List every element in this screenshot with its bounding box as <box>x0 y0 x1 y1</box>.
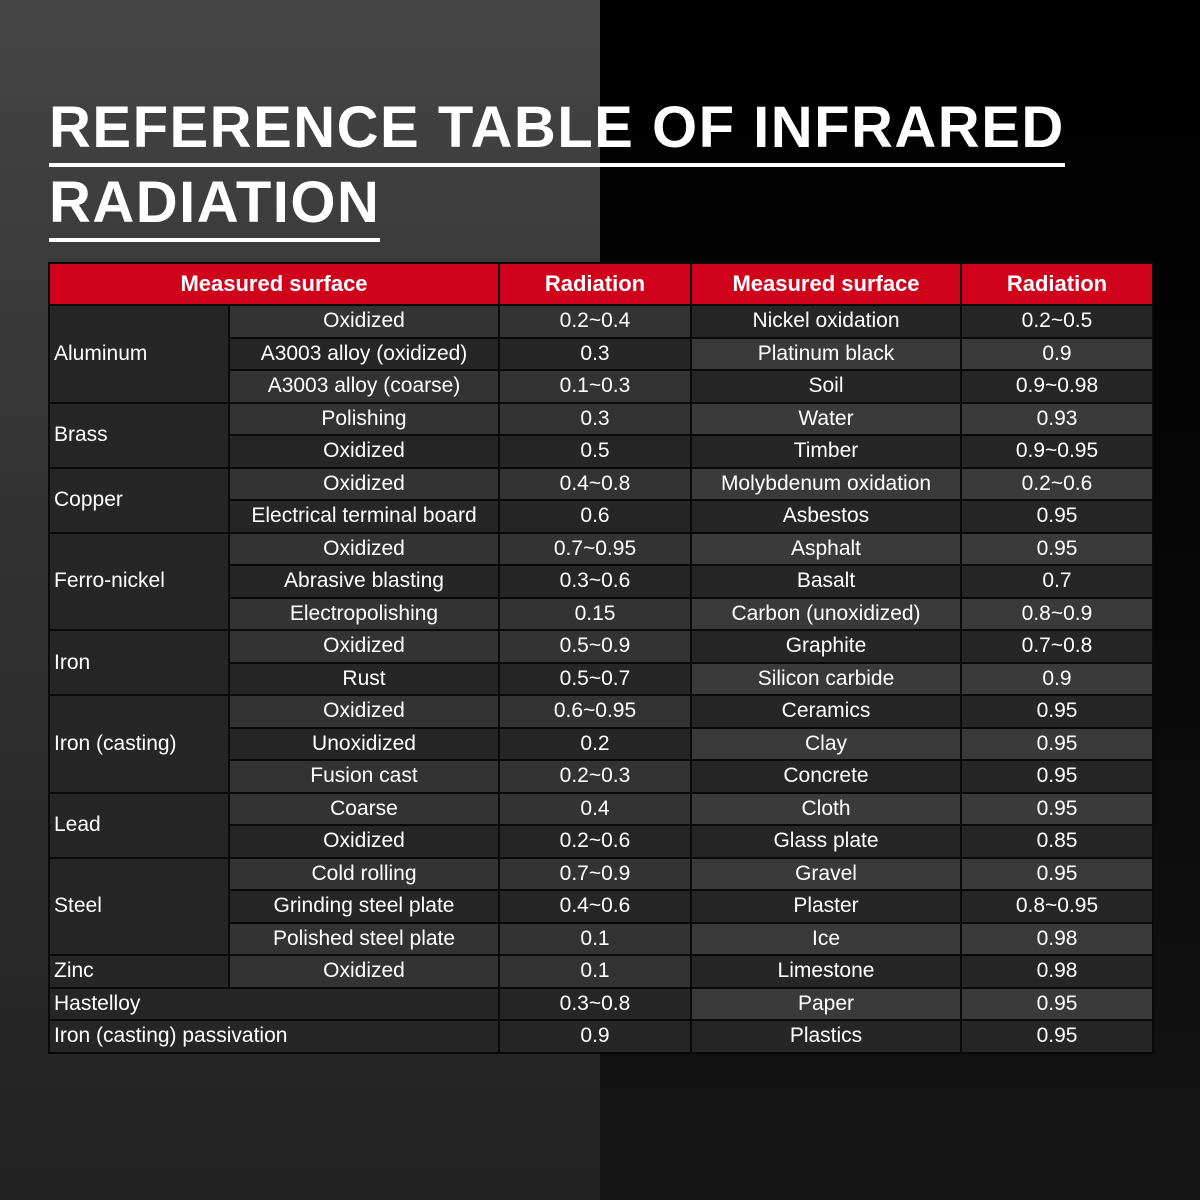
right-radiation-cell: 0.95 <box>961 988 1153 1021</box>
title-line-1: REFERENCE TABLE OF INFRARED <box>49 92 1065 167</box>
surface-cell: Polished steel plate <box>229 923 499 956</box>
material-cell: Zinc <box>49 955 229 988</box>
radiation-cell: 0.2~0.3 <box>499 760 691 793</box>
right-radiation-cell: 0.9 <box>961 663 1153 696</box>
right-radiation-cell: 0.9~0.98 <box>961 370 1153 403</box>
table-header-row <box>49 263 1153 305</box>
surface-cell: Oxidized <box>229 468 499 501</box>
surface-cell: Electrical terminal board <box>229 500 499 533</box>
right-surface-cell: Soil <box>691 370 961 403</box>
right-radiation-cell: 0.85 <box>961 825 1153 858</box>
right-radiation-cell: 0.95 <box>961 728 1153 761</box>
surface-cell: Oxidized <box>229 695 499 728</box>
header-right-radiation: Radiation <box>961 263 1153 305</box>
surface-cell: A3003 alloy (oxidized) <box>229 338 499 371</box>
radiation-cell: 0.4 <box>499 793 691 826</box>
right-surface-cell: Timber <box>691 435 961 468</box>
table-row <box>49 533 1153 566</box>
surface-cell: Coarse <box>229 793 499 826</box>
surface-cell: Polishing <box>229 403 499 436</box>
right-radiation-cell: 0.9~0.95 <box>961 435 1153 468</box>
emissivity-table <box>48 262 1154 1054</box>
table-row <box>49 630 1153 663</box>
material-cell: Lead <box>49 793 229 858</box>
surface-cell: Cold rolling <box>229 858 499 891</box>
right-surface-cell: Silicon carbide <box>691 663 961 696</box>
right-radiation-cell: 0.95 <box>961 858 1153 891</box>
material-cell: Copper <box>49 468 229 533</box>
radiation-cell: 0.2 <box>499 728 691 761</box>
header-left-radiation: Radiation <box>499 263 691 305</box>
surface-cell: Rust <box>229 663 499 696</box>
table-row <box>49 305 1153 338</box>
surface-cell: Oxidized <box>229 630 499 663</box>
radiation-cell: 0.3 <box>499 403 691 436</box>
surface-cell: Oxidized <box>229 435 499 468</box>
right-surface-cell: Glass plate <box>691 825 961 858</box>
table-row <box>49 955 1153 988</box>
material-cell: Iron <box>49 630 229 695</box>
right-radiation-cell: 0.2~0.6 <box>961 468 1153 501</box>
right-surface-cell: Plastics <box>691 1020 961 1053</box>
right-surface-cell: Graphite <box>691 630 961 663</box>
radiation-cell: 0.2~0.4 <box>499 305 691 338</box>
right-radiation-cell: 0.95 <box>961 500 1153 533</box>
right-surface-cell: Clay <box>691 728 961 761</box>
right-radiation-cell: 0.8~0.95 <box>961 890 1153 923</box>
surface-cell: Fusion cast <box>229 760 499 793</box>
right-surface-cell: Basalt <box>691 565 961 598</box>
surface-cell: Oxidized <box>229 825 499 858</box>
right-radiation-cell: 0.8~0.9 <box>961 598 1153 631</box>
right-surface-cell: Ceramics <box>691 695 961 728</box>
right-surface-cell: Concrete <box>691 760 961 793</box>
radiation-cell: 0.15 <box>499 598 691 631</box>
surface-cell: Oxidized <box>229 533 499 566</box>
right-radiation-cell: 0.95 <box>961 1020 1153 1053</box>
material-cell: Steel <box>49 858 229 956</box>
radiation-cell: 0.3 <box>499 338 691 371</box>
right-surface-cell: Nickel oxidation <box>691 305 961 338</box>
radiation-cell: 0.5 <box>499 435 691 468</box>
radiation-cell: 0.1 <box>499 923 691 956</box>
material-cell: Ferro-nickel <box>49 533 229 631</box>
material-cell: Iron (casting) passivation <box>49 1020 499 1053</box>
header-left-surface: Measured surface <box>49 263 499 305</box>
right-radiation-cell: 0.95 <box>961 793 1153 826</box>
right-radiation-cell: 0.9 <box>961 338 1153 371</box>
right-surface-cell: Water <box>691 403 961 436</box>
radiation-cell: 0.6~0.95 <box>499 695 691 728</box>
radiation-cell: 0.5~0.7 <box>499 663 691 696</box>
page-title <box>49 92 1159 242</box>
table-row <box>49 988 1153 1021</box>
right-radiation-cell: 0.2~0.5 <box>961 305 1153 338</box>
right-surface-cell: Asbestos <box>691 500 961 533</box>
radiation-cell: 0.3~0.6 <box>499 565 691 598</box>
right-surface-cell: Ice <box>691 923 961 956</box>
right-radiation-cell: 0.98 <box>961 923 1153 956</box>
right-surface-cell: Gravel <box>691 858 961 891</box>
right-radiation-cell: 0.95 <box>961 533 1153 566</box>
radiation-cell: 0.2~0.6 <box>499 825 691 858</box>
radiation-cell: 0.9 <box>499 1020 691 1053</box>
table-row <box>49 1020 1153 1053</box>
surface-cell: Grinding steel plate <box>229 890 499 923</box>
radiation-cell: 0.6 <box>499 500 691 533</box>
radiation-cell: 0.5~0.9 <box>499 630 691 663</box>
right-surface-cell: Carbon (unoxidized) <box>691 598 961 631</box>
material-cell: Iron (casting) <box>49 695 229 793</box>
surface-cell: Oxidized <box>229 955 499 988</box>
surface-cell: Electropolishing <box>229 598 499 631</box>
right-surface-cell: Asphalt <box>691 533 961 566</box>
radiation-cell: 0.7~0.9 <box>499 858 691 891</box>
table-row <box>49 695 1153 728</box>
material-cell: Aluminum <box>49 305 229 403</box>
radiation-cell: 0.1 <box>499 955 691 988</box>
material-cell: Hastelloy <box>49 988 499 1021</box>
surface-cell: Abrasive blasting <box>229 565 499 598</box>
right-surface-cell: Plaster <box>691 890 961 923</box>
table-row <box>49 403 1153 436</box>
table-row <box>49 468 1153 501</box>
right-surface-cell: Cloth <box>691 793 961 826</box>
radiation-cell: 0.7~0.95 <box>499 533 691 566</box>
surface-cell: A3003 alloy (coarse) <box>229 370 499 403</box>
table-body <box>49 305 1153 1053</box>
radiation-cell: 0.4~0.8 <box>499 468 691 501</box>
right-radiation-cell: 0.93 <box>961 403 1153 436</box>
right-surface-cell: Paper <box>691 988 961 1021</box>
material-cell: Brass <box>49 403 229 468</box>
right-radiation-cell: 0.7 <box>961 565 1153 598</box>
table-row <box>49 793 1153 826</box>
right-surface-cell: Platinum black <box>691 338 961 371</box>
radiation-cell: 0.4~0.6 <box>499 890 691 923</box>
radiation-cell: 0.1~0.3 <box>499 370 691 403</box>
right-surface-cell: Molybdenum oxidation <box>691 468 961 501</box>
right-radiation-cell: 0.7~0.8 <box>961 630 1153 663</box>
surface-cell: Unoxidized <box>229 728 499 761</box>
right-radiation-cell: 0.98 <box>961 955 1153 988</box>
table-row <box>49 858 1153 891</box>
right-radiation-cell: 0.95 <box>961 695 1153 728</box>
radiation-cell: 0.3~0.8 <box>499 988 691 1021</box>
right-surface-cell: Limestone <box>691 955 961 988</box>
right-radiation-cell: 0.95 <box>961 760 1153 793</box>
title-line-2: RADIATION <box>49 167 380 242</box>
header-right-surface: Measured surface <box>691 263 961 305</box>
surface-cell: Oxidized <box>229 305 499 338</box>
